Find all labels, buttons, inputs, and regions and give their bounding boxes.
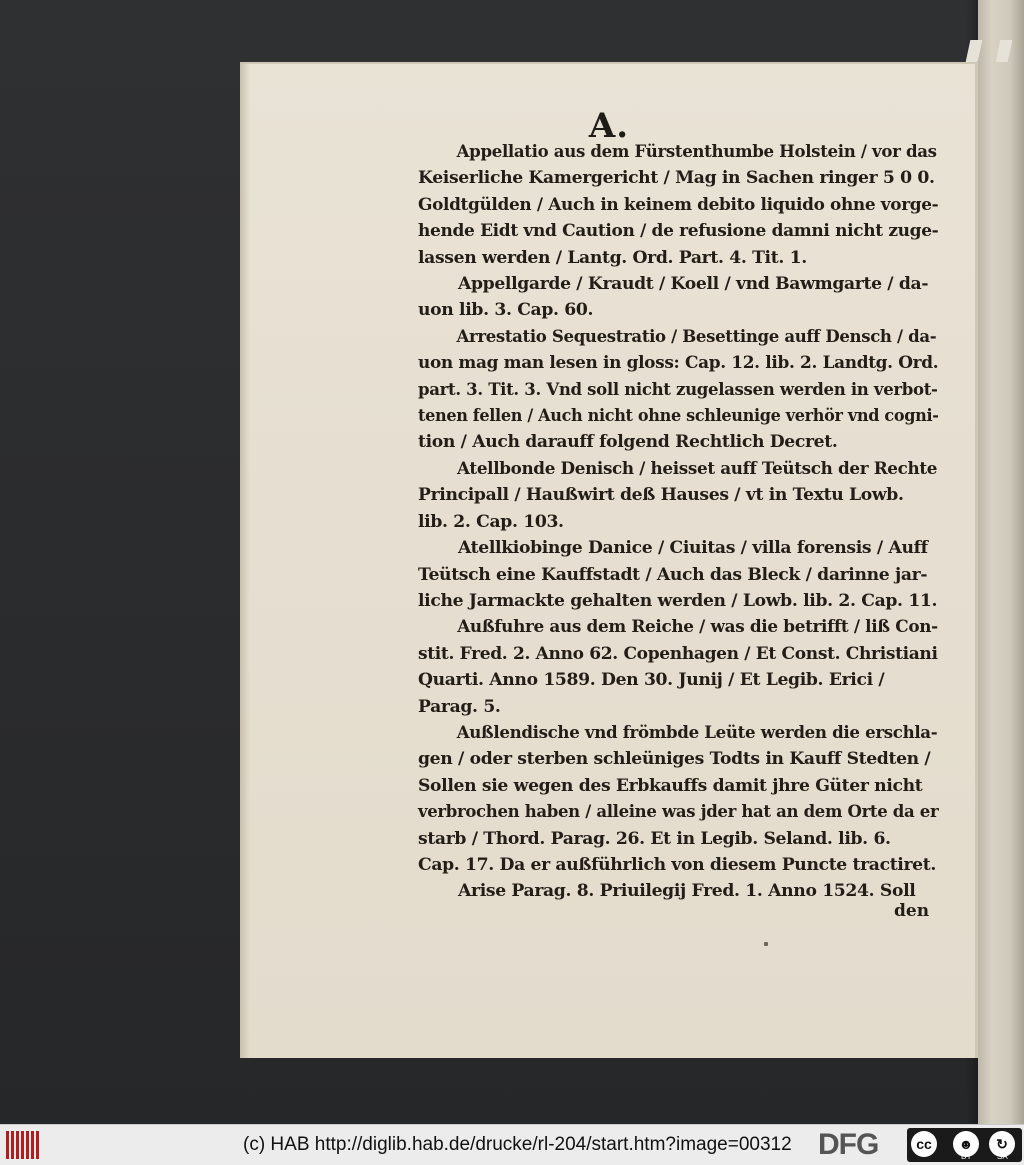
text-line: lassen werden / Lantg. Ord. Part. 4. Tit. 1. — [418, 247, 807, 268]
viewer-footer — [0, 1124, 1024, 1165]
text-line: Außlendische vnd frömbde Leüte werden die erschla- — [456, 722, 938, 743]
text-line: lib. 2. Cap. 103. — [418, 511, 564, 532]
by-label: BY — [961, 1152, 972, 1161]
text-line: Parag. 5. — [418, 696, 501, 717]
text-line: liche Jarmackte gehalten werden / Lowb. lib. 2. Cap. 11. — [418, 590, 938, 611]
sa-label: SA — [997, 1152, 1008, 1161]
hab-logo-icon — [6, 1131, 42, 1159]
sa-icon: ↻ — [989, 1131, 1015, 1157]
text-line: part. 3. Tit. 3. Vnd soll nicht zugelassen werden in verbot- — [418, 379, 938, 400]
paper-speck — [764, 942, 768, 946]
text-line: uon lib. 3. Cap. 60. — [418, 300, 594, 321]
book-page — [240, 62, 978, 1058]
text-line: stit. Fred. 2. Anno 62. Copenhagen / Et Const. Christiani — [418, 643, 938, 664]
text-line: Quarti. Anno 1589. Den 30. Junij / Et Legib. Erici / — [418, 670, 885, 691]
text-line: Appellatio aus dem Fürstenthumbe Holstein / vor das — [456, 142, 937, 162]
text-line: tion / Auch darauff folgend Rechtlich Decret. — [418, 432, 838, 453]
facing-page-edge — [978, 0, 1024, 1124]
catchword: den — [894, 901, 930, 921]
text-line: tenen fellen / Auch nicht ohne schleunige verhör vnd cogni- — [418, 406, 939, 427]
text-line: Principall / Haußwirt deß Hauses / vt in Textu Lowb. — [418, 485, 904, 506]
text-line: Cap. 17. Da er außführlich von diesem Puncte tractiret. — [418, 854, 936, 875]
page-body-text — [418, 139, 938, 905]
text-line: Keiserliche Kamergericht / Mag in Sachen ringer 5 0 0. — [418, 168, 935, 189]
text-line: Außfuhre aus dem Reiche / was die betrifft / liß Con- — [457, 617, 938, 638]
copyright-credit[interactable]: (c) HAB http://diglib.hab.de/drucke/rl-204/start.htm?image=00312 — [243, 1134, 792, 1155]
text-line: Atellbonde Denisch / heisset auff Teütsch der Rechte — [457, 458, 938, 479]
text-line: starb / Thord. Parag. 26. Et in Legib. Seland. lib. 6. — [418, 828, 891, 849]
text-line: Atellkiobinge Danice / Ciuitas / villa forensis / Auff — [458, 538, 928, 559]
text-line: Goldtgülden / Auch in keinem debito liquido ohne vorge- — [418, 194, 939, 215]
page-heading: A. — [588, 106, 630, 146]
text-line: verbrochen haben / alleine was jder hat an dem Orte da er — [418, 802, 939, 823]
text-line: uon mag man lesen in gloss: Cap. 12. lib. 2. Landtg. Ord. — [418, 353, 939, 374]
by-icon: ☻ — [953, 1131, 979, 1157]
dfg-logo[interactable]: DFG — [818, 1128, 879, 1161]
text-line: gen / oder sterben schleüniges Todts in Kauff Stedten / — [418, 749, 931, 770]
text-line: Arise Parag. 8. Priuilegij Fred. 1. Anno 1524. Soll — [458, 881, 916, 902]
text-line: Arrestatio Sequestratio / Besettinge auff Densch / da- — [456, 326, 937, 347]
text-line: hende Eidt vnd Caution / de refusione damni nicht zuge- — [418, 221, 939, 242]
cc-icon: cc — [911, 1131, 937, 1157]
text-line: Teütsch eine Kauffstadt / Auch das Bleck / darinne jar- — [418, 564, 928, 585]
text-line: Sollen sie wegen des Erbkauffs damit jhre Güter nicht — [418, 775, 923, 796]
text-line: Appellgarde / Kraudt / Koell / vnd Bawmgarte / da- — [458, 274, 929, 295]
creative-commons-badge[interactable] — [907, 1128, 1022, 1162]
